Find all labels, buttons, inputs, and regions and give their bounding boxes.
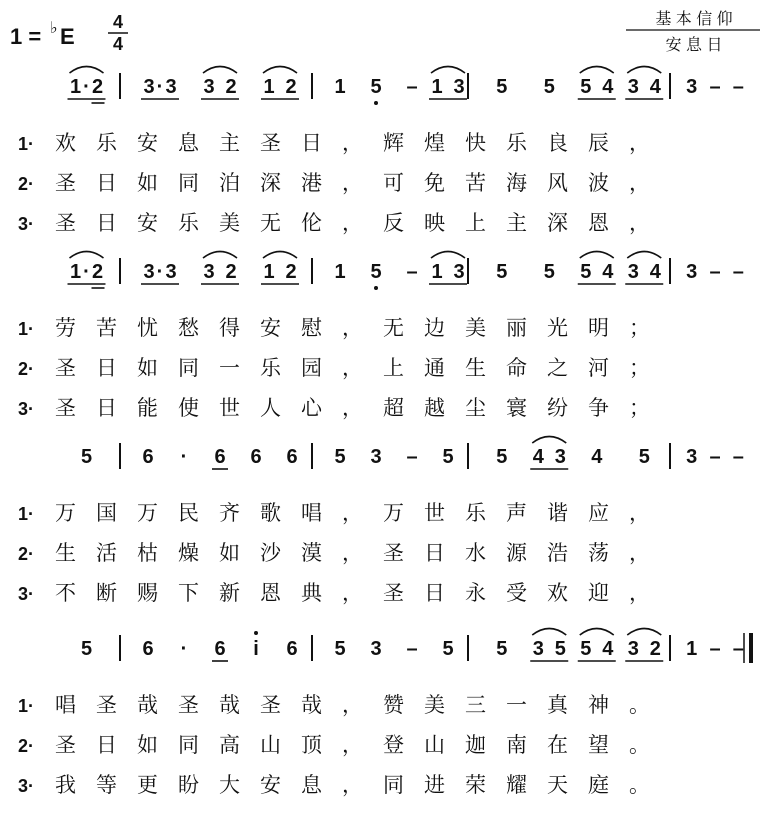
lyric-line: 劳苦忧愁得安慰，无边美丽光明； <box>55 317 670 340</box>
verse-number: 1· <box>18 319 35 339</box>
dot: · <box>156 261 164 283</box>
dash: – <box>732 446 744 468</box>
slur <box>580 252 614 259</box>
dash: – <box>732 261 744 283</box>
dash: – <box>709 638 721 660</box>
note: 2 <box>285 76 297 98</box>
note: 5 <box>442 638 454 660</box>
key-signature: 1 = <box>10 24 42 49</box>
note: 5 <box>496 638 508 660</box>
dash: – <box>709 76 721 98</box>
note: 4 <box>591 446 603 468</box>
lyric-line: 圣日如同高山顶，登山迦南在望。 <box>55 734 670 757</box>
note: 5 <box>638 446 650 468</box>
slur <box>203 67 237 74</box>
note: 3 <box>370 446 382 468</box>
verse-number: 3· <box>18 214 35 234</box>
note: 3 <box>686 76 698 98</box>
note: 6 <box>214 446 226 468</box>
lyric-line: 圣日能使世人心，超越尘寰纷争； <box>55 397 670 420</box>
hymn-category: 基 本 信 仰 <box>655 11 733 28</box>
lyric-line: 不断赐下新恩典，圣日永受欢迎， <box>55 582 670 605</box>
slur <box>580 629 614 636</box>
verse-number: 1· <box>18 504 35 524</box>
note: 6 <box>142 638 154 660</box>
note: 1 <box>69 76 82 98</box>
slur <box>627 252 661 259</box>
note: 5 <box>580 76 592 98</box>
note: 3 <box>165 261 177 283</box>
note: 3 <box>453 76 465 98</box>
note: 4 <box>602 638 614 660</box>
note: 5 <box>496 76 508 98</box>
note: i <box>253 638 259 660</box>
dash: – <box>732 638 744 660</box>
slur <box>70 67 104 74</box>
lyric-line: 唱圣哉圣哉圣哉，赞美三一真神。 <box>55 694 670 717</box>
note: 1 <box>334 76 346 98</box>
slur <box>580 67 614 74</box>
slur <box>263 67 297 74</box>
low-octave-dot <box>374 101 378 105</box>
key-flat-sign: ♭ <box>50 20 58 37</box>
note: 4 <box>602 261 614 283</box>
verse-number: 3· <box>18 776 35 796</box>
note: 4 <box>649 76 661 98</box>
note: 5 <box>496 261 508 283</box>
note: 5 <box>580 638 592 660</box>
note: 5 <box>496 446 508 468</box>
verse-number: 1· <box>18 134 35 154</box>
note: 5 <box>334 638 346 660</box>
note: 3 <box>627 261 639 283</box>
note: 3 <box>627 638 639 660</box>
note: 4 <box>532 446 544 468</box>
lyric-line: 万国万民齐歌唱，万世乐声谐应， <box>55 502 670 525</box>
dot: · <box>83 76 90 98</box>
note: 1 <box>431 76 443 98</box>
lyric-line: 圣日安乐美无伦，反映上主深恩， <box>55 212 670 235</box>
slur <box>532 629 566 636</box>
note: 3 <box>453 261 465 283</box>
slur <box>627 67 661 74</box>
verse-number: 3· <box>18 399 35 419</box>
lyric-line: 圣日如同泊深港，可免苦海风波， <box>55 172 670 195</box>
hymn-subcategory: 安 息 日 <box>665 37 723 54</box>
note: 6 <box>142 446 154 468</box>
note: 6 <box>286 446 298 468</box>
note: 3 <box>686 261 698 283</box>
lyric-line: 生活枯燥如沙漠，圣日水源浩荡， <box>55 542 670 565</box>
note: 5 <box>580 261 592 283</box>
slur <box>70 252 104 259</box>
note: 5 <box>370 76 382 98</box>
note: 5 <box>334 446 346 468</box>
low-octave-dot <box>374 286 378 290</box>
slur <box>431 67 465 74</box>
note: 5 <box>370 261 382 283</box>
note: 3 <box>370 638 382 660</box>
dot: · <box>83 261 90 283</box>
slur <box>203 252 237 259</box>
lyric-line: 欢乐安息主圣日，辉煌快乐良辰， <box>55 132 670 155</box>
note: 5 <box>543 261 555 283</box>
note: 2 <box>91 261 104 283</box>
high-octave-dot <box>254 631 258 635</box>
dash: – <box>709 446 721 468</box>
dash: – <box>709 261 721 283</box>
note: 3 <box>532 638 544 660</box>
note: 3 <box>686 446 698 468</box>
verse-number: 2· <box>18 544 35 564</box>
note: 2 <box>225 261 237 283</box>
note: 3 <box>203 76 215 98</box>
note: 1 <box>69 261 82 283</box>
dash: – <box>406 446 418 468</box>
verse-number: 2· <box>18 736 35 756</box>
note: 3 <box>143 261 155 283</box>
note: 1 <box>686 638 698 660</box>
note: 3 <box>143 76 155 98</box>
note: 5 <box>554 638 566 660</box>
note: 2 <box>225 76 237 98</box>
note: 3 <box>554 446 566 468</box>
key-letter: E <box>60 24 75 49</box>
time-signature-top: 4 <box>112 12 124 32</box>
note: 6 <box>250 446 262 468</box>
note: 6 <box>286 638 298 660</box>
note: 4 <box>602 76 614 98</box>
slur <box>263 252 297 259</box>
verse-number: 3· <box>18 584 35 604</box>
verse-number: 2· <box>18 359 35 379</box>
note: 2 <box>649 638 661 660</box>
dot: · <box>156 76 164 98</box>
lyric-line: 圣日如同一乐园，上通生命之河； <box>55 357 670 380</box>
note: 1 <box>334 261 346 283</box>
note: 5 <box>80 446 93 468</box>
note: 2 <box>91 76 104 98</box>
note: 3 <box>627 76 639 98</box>
note: · <box>180 446 188 468</box>
note: · <box>180 638 188 660</box>
verse-number: 1· <box>18 696 35 716</box>
dash: – <box>406 76 418 98</box>
note: 2 <box>285 261 297 283</box>
note: 5 <box>442 446 454 468</box>
note: 3 <box>165 76 177 98</box>
slur <box>627 629 661 636</box>
dash: – <box>406 261 418 283</box>
note: 5 <box>543 76 555 98</box>
slur <box>431 252 465 259</box>
time-signature-bottom: 4 <box>112 34 124 54</box>
dash: – <box>406 638 418 660</box>
note: 1 <box>263 261 275 283</box>
dash: – <box>732 76 744 98</box>
note: 1 <box>263 76 275 98</box>
note: 5 <box>80 638 93 660</box>
note: 1 <box>431 261 443 283</box>
note: 6 <box>214 638 226 660</box>
verse-number: 2· <box>18 174 35 194</box>
note: 4 <box>649 261 661 283</box>
lyric-line: 我等更盼大安息，同进荣耀天庭。 <box>55 774 670 797</box>
note: 3 <box>203 261 215 283</box>
slur <box>532 437 566 444</box>
